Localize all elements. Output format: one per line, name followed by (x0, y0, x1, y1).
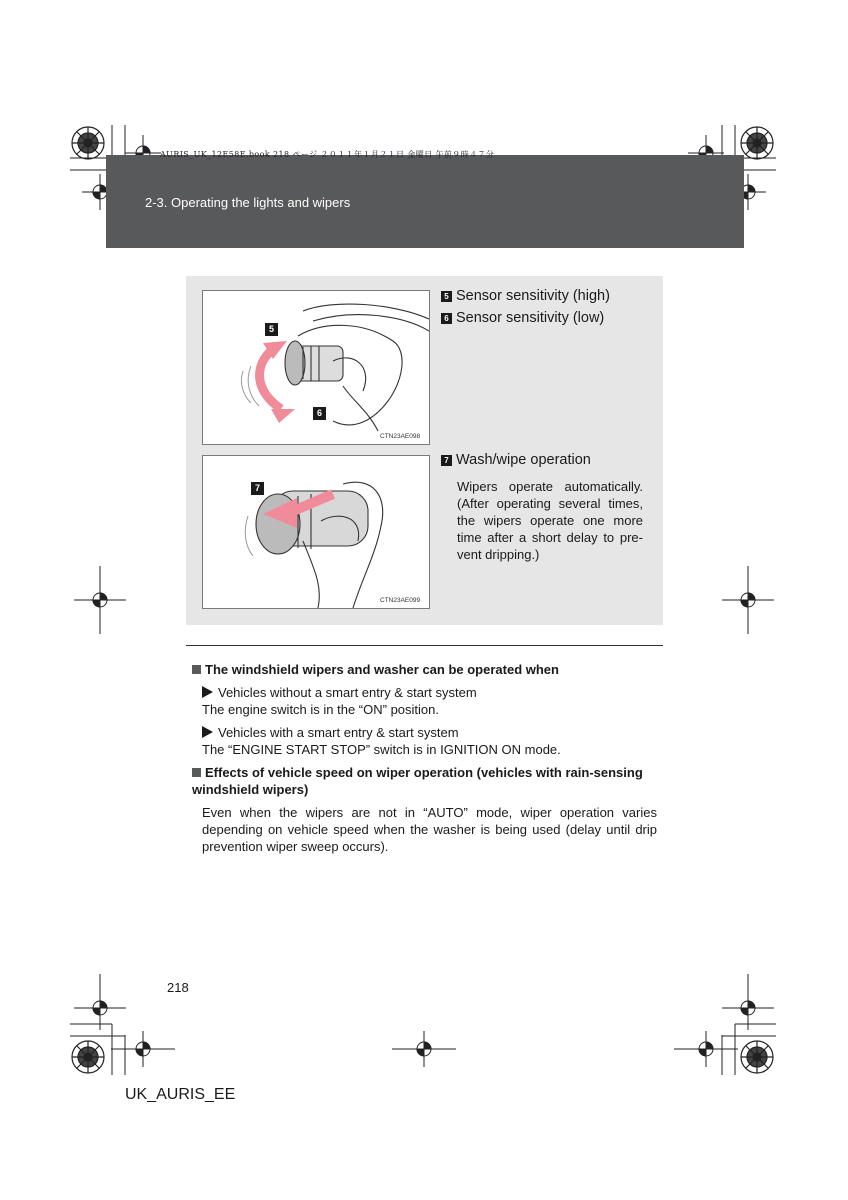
item-number: 5 (441, 291, 452, 302)
item-sensor-low (441, 310, 604, 326)
item-label: Sensor sensitivity (high) (456, 288, 610, 304)
figure-sensitivity (202, 290, 430, 445)
figure-code: CTN23AE098 (380, 433, 421, 440)
triangle-bullet-icon (202, 686, 213, 698)
page-number: 218 (167, 980, 189, 995)
item-wash-wipe (441, 452, 591, 468)
print-info-line: AURIS_UK_12E58E.book 218 ページ ２０１１年１月２１日 金曜日 午前９時４７分 (160, 150, 495, 159)
section-heading: Effects of vehicle speed on wiper operation (vehicles with rain-sensing windshield wipers) (192, 765, 643, 797)
condition-item: Vehicles without a smart entry & start system (202, 684, 662, 701)
item-number: 7 (441, 455, 452, 466)
callout-7: 7 (251, 482, 264, 495)
callout-6: 6 (313, 407, 326, 420)
section-heading: The windshield wipers and washer can be operated when (192, 661, 662, 678)
square-bullet-icon (192, 665, 201, 674)
condition-text: The engine switch is in the “ON” position. (202, 702, 439, 717)
callout-5: 5 (265, 323, 278, 336)
item-label: Wash/wipe operation (456, 452, 591, 468)
figure-code: CTN23AE099 (380, 597, 421, 604)
wiper-lever-dial-illustration (203, 291, 429, 444)
triangle-bullet-icon (202, 726, 213, 738)
footer-code: UK_AURIS_EE (125, 1086, 236, 1103)
figure-wash-wipe (202, 455, 430, 609)
section-title: 2-3. Operating the lights and wipers (145, 195, 351, 210)
wiper-lever-push-illustration (203, 456, 429, 608)
divider (186, 645, 663, 646)
wash-wipe-description: Wipers operate automatically. (After operating several times, the wipers operate one more time after a short delay to pre-vent dripping.) (457, 479, 643, 562)
section-body: Even when the wipers are not in “AUTO” mode, wiper operation varies depending on vehicle speed when the washer is being used (delay until drip prevention wiper sweep occurs). (202, 805, 657, 854)
item-label: Sensor sensitivity (low) (456, 310, 605, 326)
condition-text: The “ENGINE START STOP” switch is in IGNITION ON mode. (202, 742, 561, 757)
square-bullet-icon (192, 768, 201, 777)
condition-item: Vehicles with a smart entry & start system (202, 724, 662, 741)
item-number: 6 (441, 313, 452, 324)
item-sensor-high (441, 288, 610, 304)
